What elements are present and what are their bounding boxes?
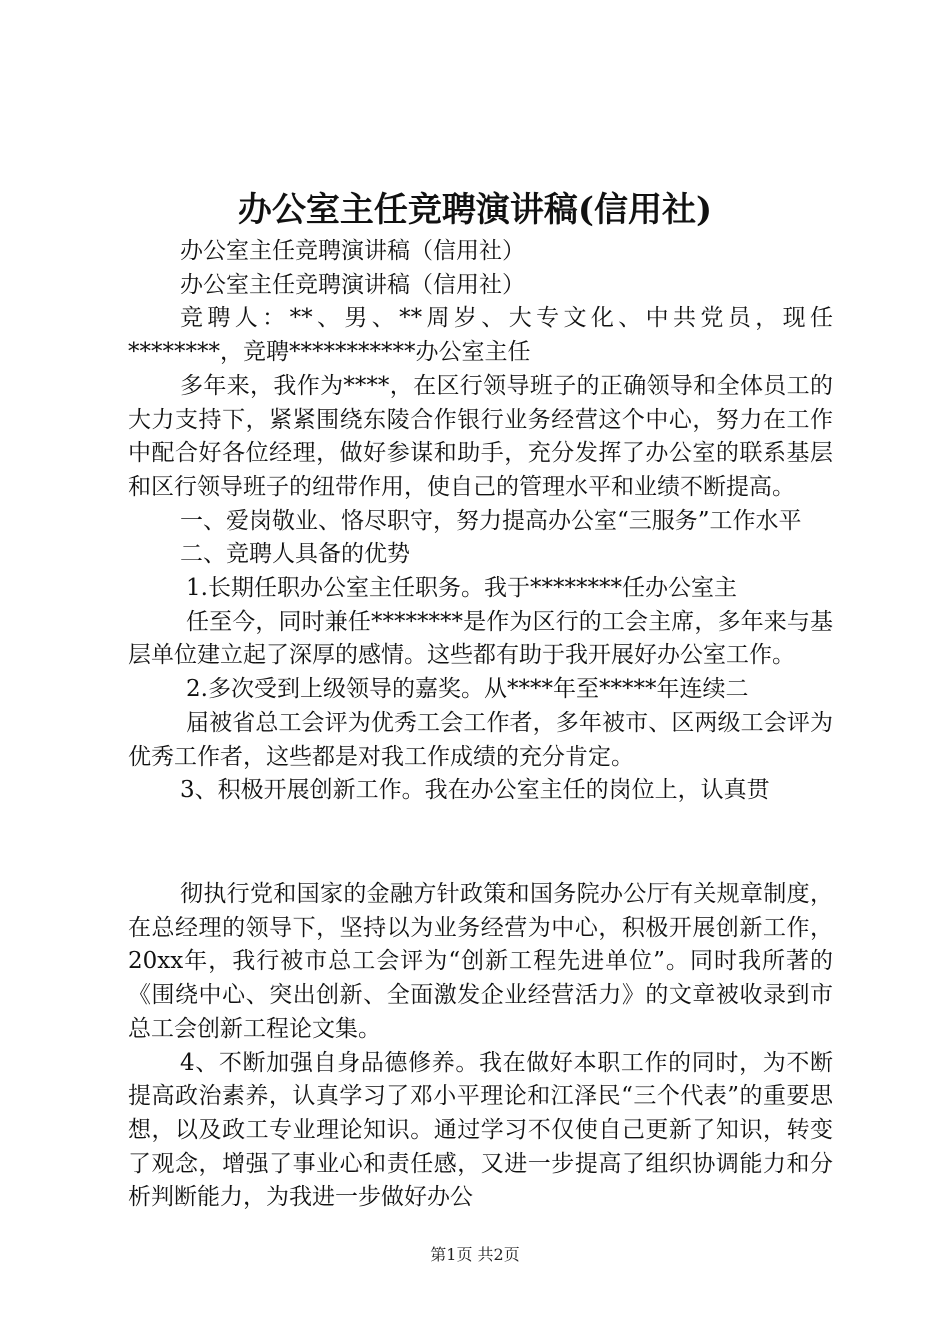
list-item-1-body: 任至今，同时兼任********是作为区行的工会主席，多年来与基层单位建立起了深厚的感情。这些都有助于我开展好办公室工作。: [128, 608, 833, 669]
list-item-2-body: 届被省总工会评为优秀工会工作者，多年被市、区两级工会评为优秀工作者，这些都是对我工作成绩的充分肯定。: [128, 709, 833, 770]
section-heading-1: 一、爱岗敬业、恪尽职守，努力提高办公室“三服务”工作水平: [180, 507, 802, 534]
page-footer: 第1页 共2页: [430, 1245, 520, 1264]
subtitle-line: 办公室主任竞聘演讲稿（信用社）: [180, 271, 525, 298]
document-body-bottom: [128, 878, 833, 1215]
list-item-2-head: 2.多次受到上级领导的嘉奖。从****年至*****年连续二: [186, 676, 749, 703]
document-body-top: [128, 235, 833, 808]
section-heading-2: 二、竞聘人具备的优势: [180, 541, 410, 568]
list-item-3-head: 3、积极开展创新工作。我在办公室主任的岗位上，认真贯: [180, 777, 770, 804]
list-item-4: 4、不断加强自身品德修养。我在做好本职工作的同时，为不断提高政治素养，认真学习了邓小平理论和江泽民“三个代表”的重要思想，以及政工专业理论知识。通过学习不仅使自己更新了知识，转变了观念，增强了事业心和责任感，又进一步提高了组织协调能力和分析判断能力，为我进一步做好办公: [128, 1049, 833, 1211]
list-item-1-head: 1.长期任职办公室主任职务。我于********任办公室主: [186, 575, 737, 602]
intro-paragraph: 多年来，我作为****，在区行领导班子的正确领导和全体员工的大力支持下，紧紧围绕东陵合作银行业务经营这个中心，努力在工作中配合好各位经理，做好参谋和助手，充分发挥了办公室的联系基层和区行领导班子的纽带作用，使自己的管理水平和业绩不断提高。: [128, 372, 833, 500]
document-title: 办公室主任竞聘演讲稿(信用社): [237, 190, 713, 230]
candidate-info-paragraph: 竞聘人：**、男、**周岁、大专文化、中共党员，现任********，竞聘***********办公室主任: [128, 305, 833, 366]
subtitle-line: 办公室主任竞聘演讲稿（信用社）: [180, 238, 525, 264]
list-item-3-body: 彻执行党和国家的金融方针政策和国务院办公厅有关规章制度，在总经理的领导下，坚持以为业务经营为中心，积极开展创新工作，20xx年，我行被市总工会评为“创新工程先进单位”。同时我所著的《围绕中心、突出创新、全面激发企业经营活力》的文章被收录到市总工会创新工程论文集。: [128, 881, 833, 1042]
